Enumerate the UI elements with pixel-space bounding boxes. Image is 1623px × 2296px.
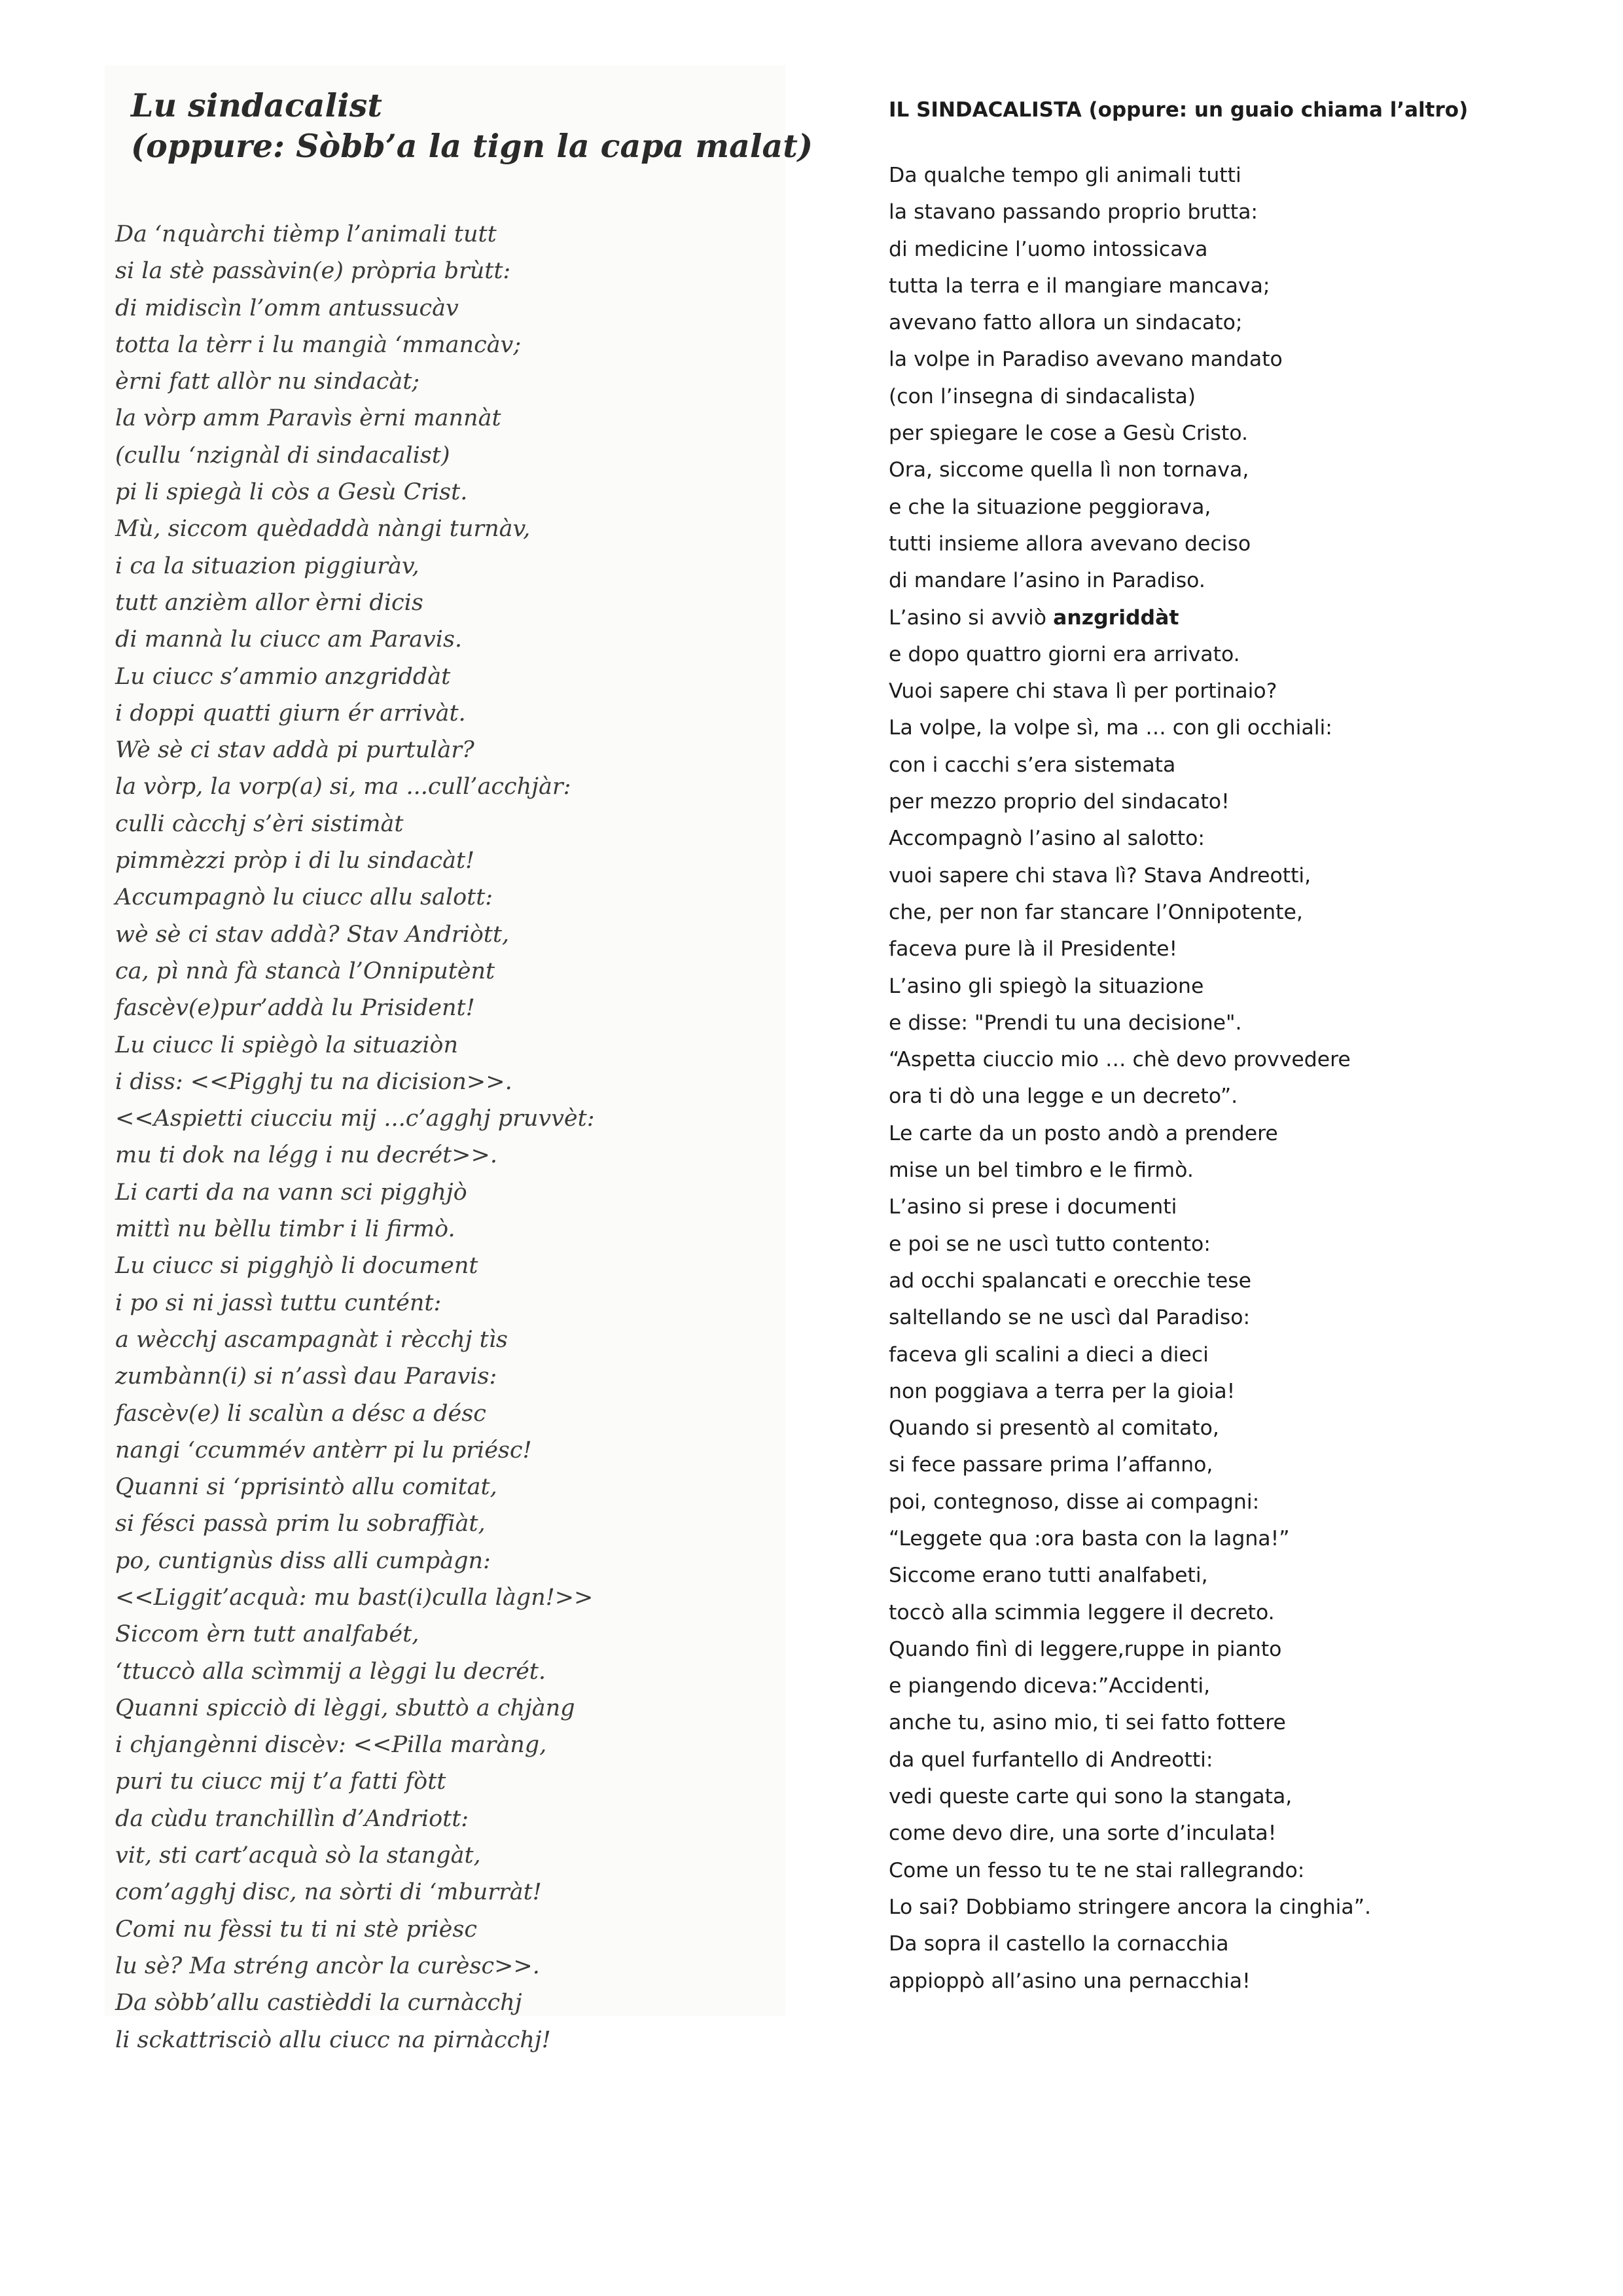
dialect-title [131, 85, 813, 166]
italian-line: come devo dire, una sorte d’inculata! [889, 1821, 1277, 1846]
dialect-line: èrni fatt allòr nu sindacàt; [115, 368, 420, 395]
dialect-line: puri tu ciucc mij t’a fatti fòtt [115, 1768, 446, 1795]
italian-line: si fece passare prima l’affanno, [889, 1453, 1213, 1477]
dialect-line: i ca la situazion piggiuràv, [115, 552, 419, 579]
italian-line: L’asino si avviò anzgriddàt [889, 605, 1179, 630]
dialect-line: wè sè ci stav addà? Stav Andriòtt, [115, 921, 510, 948]
italian-line: ora ti dò una legge e un decreto”. [889, 1085, 1238, 1109]
italian-line: per spiegare le cose a Gesù Cristo. [889, 422, 1249, 446]
italian-line: Accompagnò l’asino al salotto: [889, 827, 1205, 851]
italian-line: Quando si presentò al comitato, [889, 1416, 1219, 1441]
dialect-line: li sckattrisciò allu ciucc na pirnàcchj! [115, 2026, 551, 2053]
italian-line: per mezzo proprio del sindacato! [889, 790, 1230, 814]
italian-line: anche tu, asino mio, ti sei fatto fottere [889, 1711, 1286, 1735]
dialect-line: Siccom èrn tutt analfabét, [115, 1621, 419, 1648]
dialect-line: i po si ni jassì tuttu cuntént: [115, 1289, 442, 1316]
dialect-line: zumbànn(i) si n’assì dau Paravis: [115, 1363, 497, 1390]
dialect-line: si fésci passà prim lu sobraffiàt, [115, 1511, 486, 1537]
dialect-line: fascèv(e) li scalùn a désc a désc [115, 1400, 486, 1427]
italian-line: con i cacchi s’era sistemata [889, 753, 1176, 777]
dialect-line: Accumpagnò lu ciucc allu salott: [115, 884, 493, 911]
dialect-line: (cullu ‘nzignàl di sindacalist) [115, 442, 450, 469]
dialect-line: nangi ‘ccummév antèrr pi lu priésc! [115, 1437, 532, 1463]
italian-line: La volpe, la volpe sì, ma … con gli occhiali: [889, 716, 1332, 740]
dialect-line: i chjangènni discèv: <<Pilla maràng, [115, 1732, 547, 1759]
italian-line: Quando finì di leggere,ruppe in pianto [889, 1637, 1282, 1661]
dialect-line: i doppi quatti giurn ér arrivàt. [115, 700, 466, 726]
italian-line: e piangendo diceva:”Accidenti, [889, 1674, 1211, 1698]
dialect-line: ca, pì nnà fà stancà l’Onniputènt [115, 958, 495, 984]
italian-poem [889, 157, 1582, 2000]
dialect-line: totta la tèrr i lu mangià ‘mmancàv; [115, 331, 522, 358]
italian-line: “Leggete qua :ora basta con la lagna!” [889, 1526, 1290, 1551]
italian-line: Vuoi sapere chi stava lì per portinaio? [889, 679, 1277, 704]
italian-line: Da sopra il castello la cornacchia [889, 1932, 1229, 1956]
dialect-line: Comi nu fèssi tu ti ni stè prièsc [115, 1916, 477, 1943]
italian-line: mise un bel timbro e le firmò. [889, 1158, 1194, 1183]
dialect-line: Lu ciucc li spiègò la situaziòn [115, 1031, 459, 1058]
italian-line: toccò alla scimmia leggere il decreto. [889, 1600, 1275, 1624]
dialect-line: di mannà lu ciucc am Paravis. [115, 626, 463, 653]
italian-line: che, per non far stancare l’Onnipotente, [889, 900, 1303, 924]
italian-line: faceva gli scalini a dieci a dieci [889, 1342, 1209, 1367]
italian-line: Da qualche tempo gli animali tutti [889, 164, 1241, 187]
dialect-line: fascèv(e)pur’addà lu Prisident! [115, 995, 475, 1022]
dialect-line: la vòrp, la vorp(a) si, ma ...cull’acchjàr: [115, 774, 571, 800]
dialect-line: pi li spiegà li còs a Gesù Crist. [115, 479, 468, 506]
dialect-line: com’agghj disc, na sòrti di ‘mburràt! [115, 1879, 542, 1906]
dialect-poem [115, 216, 776, 2058]
dialect-line: mittì nu bèllu timbr i li firmò. [115, 1216, 455, 1243]
italian-line: e disse: "Prendi tu una decisione". [889, 1011, 1242, 1035]
italian-line: Siccome erano tutti analfabeti, [889, 1564, 1208, 1588]
dialect-line: Li carti da na vann sci pigghjò [115, 1179, 467, 1206]
italian-line: “Aspetta ciuccio mio … chè devo provvedere [889, 1048, 1351, 1072]
dialect-line: Da sòbb’allu castièddi la curnàcchj [115, 1990, 522, 2017]
italian-line: ad occhi spalancati e orecchie tese [889, 1268, 1251, 1293]
dialect-line: Quanni si ‘pprisintò allu comitat, [115, 1474, 497, 1501]
dialect-line: <<Liggit’acquà: mu bast(i)culla làgn!>> [115, 1584, 594, 1611]
dialect-line: <<Aspietti ciucciu mij ...c’agghj pruvvèt: [115, 1105, 595, 1132]
italian-line: di medicine l’uomo intossicava [889, 237, 1208, 261]
italian-line: tutta la terra e il mangiare mancava; [889, 274, 1270, 298]
italian-line: avevano fatto allora un sindacato; [889, 311, 1243, 335]
dialect-line: tutt anzièm allor èrni dicis [115, 589, 423, 616]
italian-line: non poggiava a terra per la gioia! [889, 1379, 1236, 1403]
italian-line: tutti insieme allora avevano deciso [889, 531, 1251, 556]
dialect-line: lu sè? Ma stréng ancòr la curèsc>>. [115, 1952, 540, 1979]
dialect-line: di midiscìn l’omm antussucàv [115, 295, 459, 321]
italian-title: IL SINDACALISTA (oppure: un guaio chiama l’altro) [889, 98, 1469, 122]
dialect-line: Da ‘nquàrchi tièmp l’animali tutt [115, 221, 497, 247]
italian-line: di mandare l’asino in Paradiso. [889, 569, 1205, 593]
dialect-line: si la stè passàvin(e) pròpria brùtt: [115, 258, 511, 285]
italian-line: L’asino gli spiegò la situazione [889, 974, 1204, 998]
dialect-line: pimmèzzi pròp i di lu sindacàt! [115, 848, 475, 874]
bold-dialect-word: anzgriddàt [1053, 605, 1179, 630]
italian-line: vedi queste carte qui sono la stangata, [889, 1785, 1293, 1809]
italian-line: da quel furfantello di Andreotti: [889, 1748, 1213, 1772]
italian-line: faceva pure là il Presidente! [889, 937, 1178, 961]
dialect-line: Lu ciucc si pigghjò li document [115, 1253, 478, 1280]
italian-line: appioppò all’asino una pernacchia! [889, 1969, 1251, 1993]
dialect-line: mu ti dok na légg i nu decrét>>. [115, 1142, 497, 1169]
italian-line: saltellando se ne uscì dal Paradiso: [889, 1306, 1251, 1330]
dialect-title-line-1: Lu sindacalist [131, 86, 383, 124]
dialect-line: la vòrp amm Paravìs èrni mannàt [115, 405, 501, 432]
italian-line: Lo sai? Dobbiamo stringere ancora la cinghia”. [889, 1895, 1372, 1919]
dialect-line: da cùdu tranchillìn d’Andriott: [115, 1805, 469, 1832]
italian-line: Le carte da un posto andò a prendere [889, 1121, 1278, 1145]
italian-line: la stavano passando proprio brutta: [889, 200, 1258, 224]
dialect-line: i diss: <<Pigghj tu na dicision>>. [115, 1068, 512, 1095]
italian-line: e che la situazione peggiorava, [889, 495, 1211, 519]
dialect-line: a wècchj ascampagnàt i rècchj tìs [115, 1326, 508, 1353]
italian-line: Ora, siccome quella lì non tornava, [889, 458, 1249, 482]
italian-line: Come un fesso tu te ne stai rallegrando: [889, 1858, 1305, 1882]
dialect-line: Lu ciucc s’ammio anzgriddàt [115, 663, 451, 690]
dialect-line: vit, sti cart’acquà sò la stangàt, [115, 1842, 481, 1869]
dialect-line: Wè sè ci stav addà pi purtulàr? [115, 737, 474, 764]
italian-line: (con l’insegna di sindacalista) [889, 384, 1196, 408]
italian-line: e dopo quattro giorni era arrivato. [889, 642, 1240, 666]
italian-line: vuoi sapere chi stava lì? Stava Andreotti, [889, 863, 1311, 888]
dialect-line: Quanni spicciò di lèggi, sbuttò a chjàng [115, 1695, 575, 1721]
italian-line: e poi se ne uscì tutto contento: [889, 1232, 1211, 1256]
dialect-line: Mù, siccom quèdaddà nàngi turnàv, [115, 516, 531, 543]
dialect-line: po, cuntignùs diss alli cumpàgn: [115, 1547, 491, 1574]
dialect-title-line-2: (oppure: Sòbb’a la tign la capa malat) [131, 127, 813, 165]
dialect-line: ‘ttuccò alla scìmmij a lèggi lu decrét. [115, 1658, 546, 1685]
italian-line: L’asino si prese i documenti [889, 1195, 1177, 1219]
italian-line: poi, contegnoso, disse ai compagni: [889, 1490, 1260, 1514]
dialect-line: culli càcchj s’èri sistimàt [115, 810, 404, 837]
italian-line: la volpe in Paradiso avevano mandato [889, 348, 1283, 372]
